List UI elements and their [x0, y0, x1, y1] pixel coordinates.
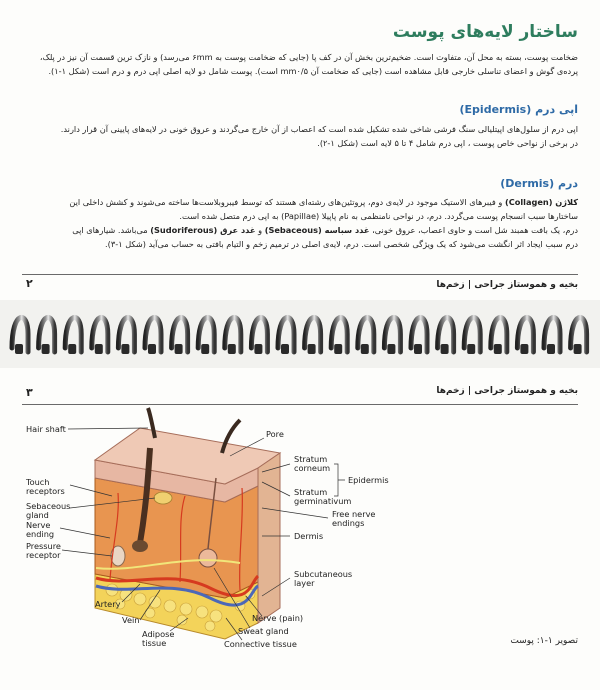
spiral-binding — [0, 300, 600, 368]
label-nerve-ending — [26, 521, 54, 539]
epidermis-paragraph — [22, 122, 578, 150]
label-subcutaneous-2: layer — [294, 578, 315, 588]
skin-diagram — [0, 368, 600, 690]
binding-hole — [148, 344, 156, 354]
label-touch-1: Touch — [26, 477, 50, 487]
sebaceous-term: غدد سباسه (Sebaceous) — [264, 225, 370, 235]
binding-hole — [175, 344, 183, 354]
hair-bulb — [132, 540, 148, 552]
label-subcutaneous-1: Subcutaneous — [294, 569, 353, 579]
epidermis-line-1: اپی درم از سلول‌های اپیتلیالی سنگ فرشی شاخی شده تشکیل شده است که اعصاب از آن خارج می‌گردند و عروق خونی در لایه‌های پایینی آن قرار دارند. — [60, 124, 578, 134]
binding-hole — [361, 344, 369, 354]
dermis-paragraph — [22, 195, 578, 251]
label-stratum-corneum — [294, 455, 330, 473]
label-sweat-gland: Sweat gland — [238, 626, 289, 636]
intro-line-1: ضخامت پوست، بسته به محل آن، متفاوت است. ضخیم‌ترین بخش آن در کف پا (جایی که ضخامت پوست به ۶mm می‌رسد) و نازک ترین قسمت آن نیز در پلک، — [39, 52, 578, 62]
label-pressure-1: Pressure — [26, 541, 61, 551]
dermis-line-2: ساختارها سبب انسجام پوست می‌گردد. درم، در نواحی نامنظمی به نام پاپیلا (Papillae) به اپی درم متصل شده است. — [179, 211, 578, 221]
binding-hole — [441, 344, 449, 354]
dermis-line-4: درم سبب ایجاد اثر انگشت می‌شود که یک ویژگی شخصی است. درم، لایه‌ی اصلی در ترمیم زخم و التیام بافتی به حساب می‌آید (شکل ۱-۳). — [105, 239, 578, 249]
label-nerve-pain: Nerve (pain) — [252, 613, 304, 623]
binding-hole — [254, 344, 262, 354]
section-title: ساختار لایه‌های پوست — [392, 22, 578, 42]
label-touch-2: receptors — [26, 486, 65, 496]
sudoriferous-term: غدد عرق (Sudoriferous) — [150, 225, 256, 235]
label-stratum-corneum-2: corneum — [294, 463, 331, 473]
page-number-top: ۲ — [26, 277, 33, 290]
binding-hole — [15, 344, 23, 354]
figure-caption: تصویر ۱-۱: پوست — [510, 636, 578, 646]
label-free-nerve-endings — [332, 510, 375, 528]
running-header: بخیه و هموستاز جراحی | زخم‌ها — [436, 386, 578, 396]
label-adipose-1: Adipose — [142, 629, 175, 639]
label-stratum-corneum-1: Stratum — [294, 454, 328, 464]
label-stratum-germinativum — [294, 488, 351, 506]
binding-hole — [42, 344, 50, 354]
binding-hole — [467, 344, 475, 354]
binding-hole — [520, 344, 528, 354]
binding-hole — [334, 344, 342, 354]
label-sebaceous-1: Sebaceous — [26, 501, 71, 511]
epidermis-heading: اپی درم (Epidermis) — [459, 103, 578, 116]
sebaceous-gland — [154, 492, 172, 504]
dermis-line-3-a: درم، یک بافت همبند شل است و حاوی اعصاب، عروق خونی، — [369, 225, 578, 235]
label-epidermis: Epidermis — [348, 475, 389, 485]
dermis-line-1 — [22, 195, 578, 209]
binding-hole — [281, 344, 289, 354]
label-touch-receptors — [26, 478, 65, 496]
binding-hole — [574, 344, 582, 354]
intro-line-2: پرده‌ی گوش و اعضای تناسلی خارجی قابل مشاهده است (جایی که ضخامت آن mm۰/۵ است). پوست شامل دو لایه اصلی اپی درم و درم است (شکل ۱-۱). — [48, 66, 578, 76]
collagen-term: کلاژن (Collagen) — [504, 197, 578, 207]
label-adipose-tissue — [142, 630, 174, 648]
label-hair-shaft: Hair shaft — [26, 424, 66, 434]
running-footer: بخیه و هموستاز جراحی | زخم‌ها — [436, 280, 578, 290]
binding-hole — [68, 344, 76, 354]
label-artery: Artery — [95, 599, 121, 609]
label-pore: Pore — [266, 429, 284, 439]
binding-hole — [228, 344, 236, 354]
dermis-line-3 — [22, 223, 578, 237]
label-sebaceous-2: gland — [26, 510, 49, 520]
binding-hole — [201, 344, 209, 354]
label-free-nerve-2: endings — [332, 518, 365, 528]
binding-hole — [387, 344, 395, 354]
label-stratum-germ-1: Stratum — [294, 487, 328, 497]
dermis-line-3-b: و — [255, 225, 265, 235]
binding-hole — [308, 344, 316, 354]
label-subcutaneous-layer — [294, 570, 352, 588]
label-pressure-2: receptor — [26, 550, 61, 560]
sweat-gland — [199, 549, 217, 567]
binding-hole — [95, 344, 103, 354]
page-number-bottom: ۳ — [26, 386, 33, 399]
binding-hole — [547, 344, 555, 354]
label-adipose-2: tissue — [142, 638, 167, 648]
label-pressure-receptor — [26, 542, 61, 560]
label-nerve-ending-2: ending — [26, 529, 55, 539]
dermis-line-3-c: می‌باشد. شیارهای اپی — [72, 225, 151, 235]
binding-hole — [121, 344, 129, 354]
label-free-nerve-1: Free nerve — [332, 509, 376, 519]
label-nerve-ending-1: Nerve — [26, 520, 51, 530]
label-sebaceous-gland — [26, 502, 70, 520]
top-page — [0, 0, 600, 300]
skin-side-face — [258, 453, 280, 623]
epidermis-line-2: در برخی از نواحی خاص پوست ، اپی درم شامل ۴ تا ۵ لایه است (شکل ۱-۲). — [317, 138, 578, 148]
label-connective-tissue: Connective tissue — [224, 639, 297, 649]
label-vein: Vein — [122, 615, 140, 625]
intro-paragraph — [22, 50, 578, 78]
dermis-heading: درم (Dermis) — [500, 177, 578, 190]
footer-divider — [22, 274, 578, 275]
label-dermis: Dermis — [294, 531, 324, 541]
dermis-line-1-text: و فیبرهای الاستیک موجود در لایه‌ی دوم، پروتئین‌های رشته‌ای هستند که توسط فیبروبلاست‌ها ساخته می‌شوند و کشش داخلی این — [69, 197, 505, 207]
spiral-coils — [0, 300, 600, 368]
binding-hole — [494, 344, 502, 354]
label-stratum-germ-2: germinativum — [294, 496, 352, 506]
binding-hole — [414, 344, 422, 354]
